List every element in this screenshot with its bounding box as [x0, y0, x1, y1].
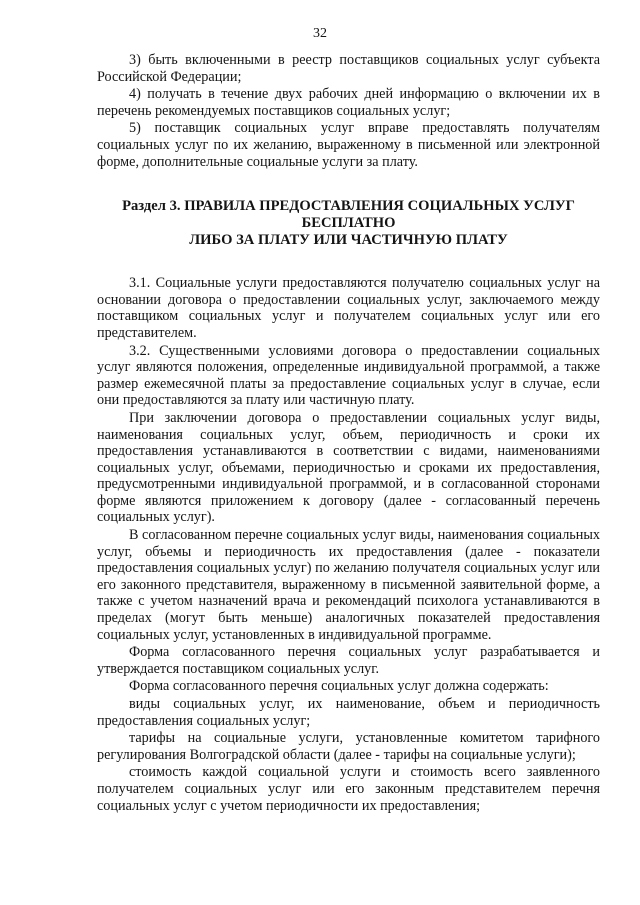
paragraph-tariffs: тарифы на социальные услуги, установленные комитетом тарифного регулирования Волгоградской области (далее - тарифы на социальные услуги);: [97, 730, 600, 763]
section-title-line-3: ЛИБО ЗА ПЛАТУ ИЛИ ЧАСТИЧНУЮ ПЛАТУ: [189, 232, 508, 249]
page-content: [97, 52, 600, 814]
paragraph-item-4: 4) получать в течение двух рабочих дней информацию о включении их в перечень рекомендуемых поставщиков социальных услуг;: [97, 86, 600, 119]
paragraph-3-2: 3.2. Существенными условиями договора о предоставлении социальных услуг являются положения, определенные индивидуальной программой, а также размер ежемесячной платы за предоставление социальных услуг в случае, если они предоставляются за плату или частичную плату.: [97, 342, 600, 409]
section-title-line-2: БЕСПЛАТНО: [301, 215, 396, 232]
paragraph-form-contents: Форма согласованного перечня социальных услуг должна содержать:: [129, 678, 549, 695]
paragraph-3-1: 3.1. Социальные услуги предоставляются получателю социальных услуг на основании договора о предоставлении социальных услуг, заключаемого между поставщиком социальных услуг и получателем социальных услуг или его представителем.: [97, 275, 600, 341]
page-number: 32: [313, 26, 327, 41]
section-title-line-1: Раздел 3. ПРАВИЛА ПРЕДОСТАВЛЕНИЯ СОЦИАЛЬНЫХ УСЛУГ: [122, 198, 575, 215]
paragraph-item-3: 3) быть включенными в реестр поставщиков социальных услуг субъекта Российской Федерации;: [97, 52, 600, 85]
paragraph-item-5: 5) поставщик социальных услуг вправе предоставлять получателям социальных услуг по их желанию, выраженному в письменной или электронной форме, дополнительные социальные услуги за плату.: [97, 120, 600, 170]
paragraph-form-development: Форма согласованного перечня социальных услуг разрабатывается и утверждается поставщиком социальных услуг.: [97, 644, 600, 677]
paragraph-contract-conclusion: При заключении договора о предоставлении социальных услуг виды, наименования социальных услуг, объем, периодичность и сроки их предоставления устанавливаются в соответствии с видами, наименованиями социальных услуг, объемами, периодичностью и сроками их предоставления, предусмотренными индивидуальной программой, и в согласованной сторонами форме являются приложением к договору (далее - согласованный перечень социальных услуг).: [97, 409, 600, 526]
paragraph-service-types: виды социальных услуг, их наименование, объем и периодичность предоставления социальных услуг;: [97, 696, 600, 729]
paragraph-cost: стоимость каждой социальной услуги и стоимость всего заявленного получателем социальных услуг или его законным представителем перечня социальных услуг с учетом периодичности их предоставления;: [97, 764, 600, 814]
section-title: [97, 198, 600, 249]
paragraph-agreed-list: В согласованном перечне социальных услуг виды, наименования социальных услуг, объемы и периодичность их предоставления (далее - показатели предоставления социальных услуг) по желанию получателя социальных услуг или его законного представителя, выраженному в письменной заявительной форме, а также с учетом назначений врача и рекомендаций психолога устанавливаются в пределах (могут быть меньше) аналогичных показателей предоставления социальных услуг, установленных в индивидуальной программе.: [97, 527, 600, 643]
